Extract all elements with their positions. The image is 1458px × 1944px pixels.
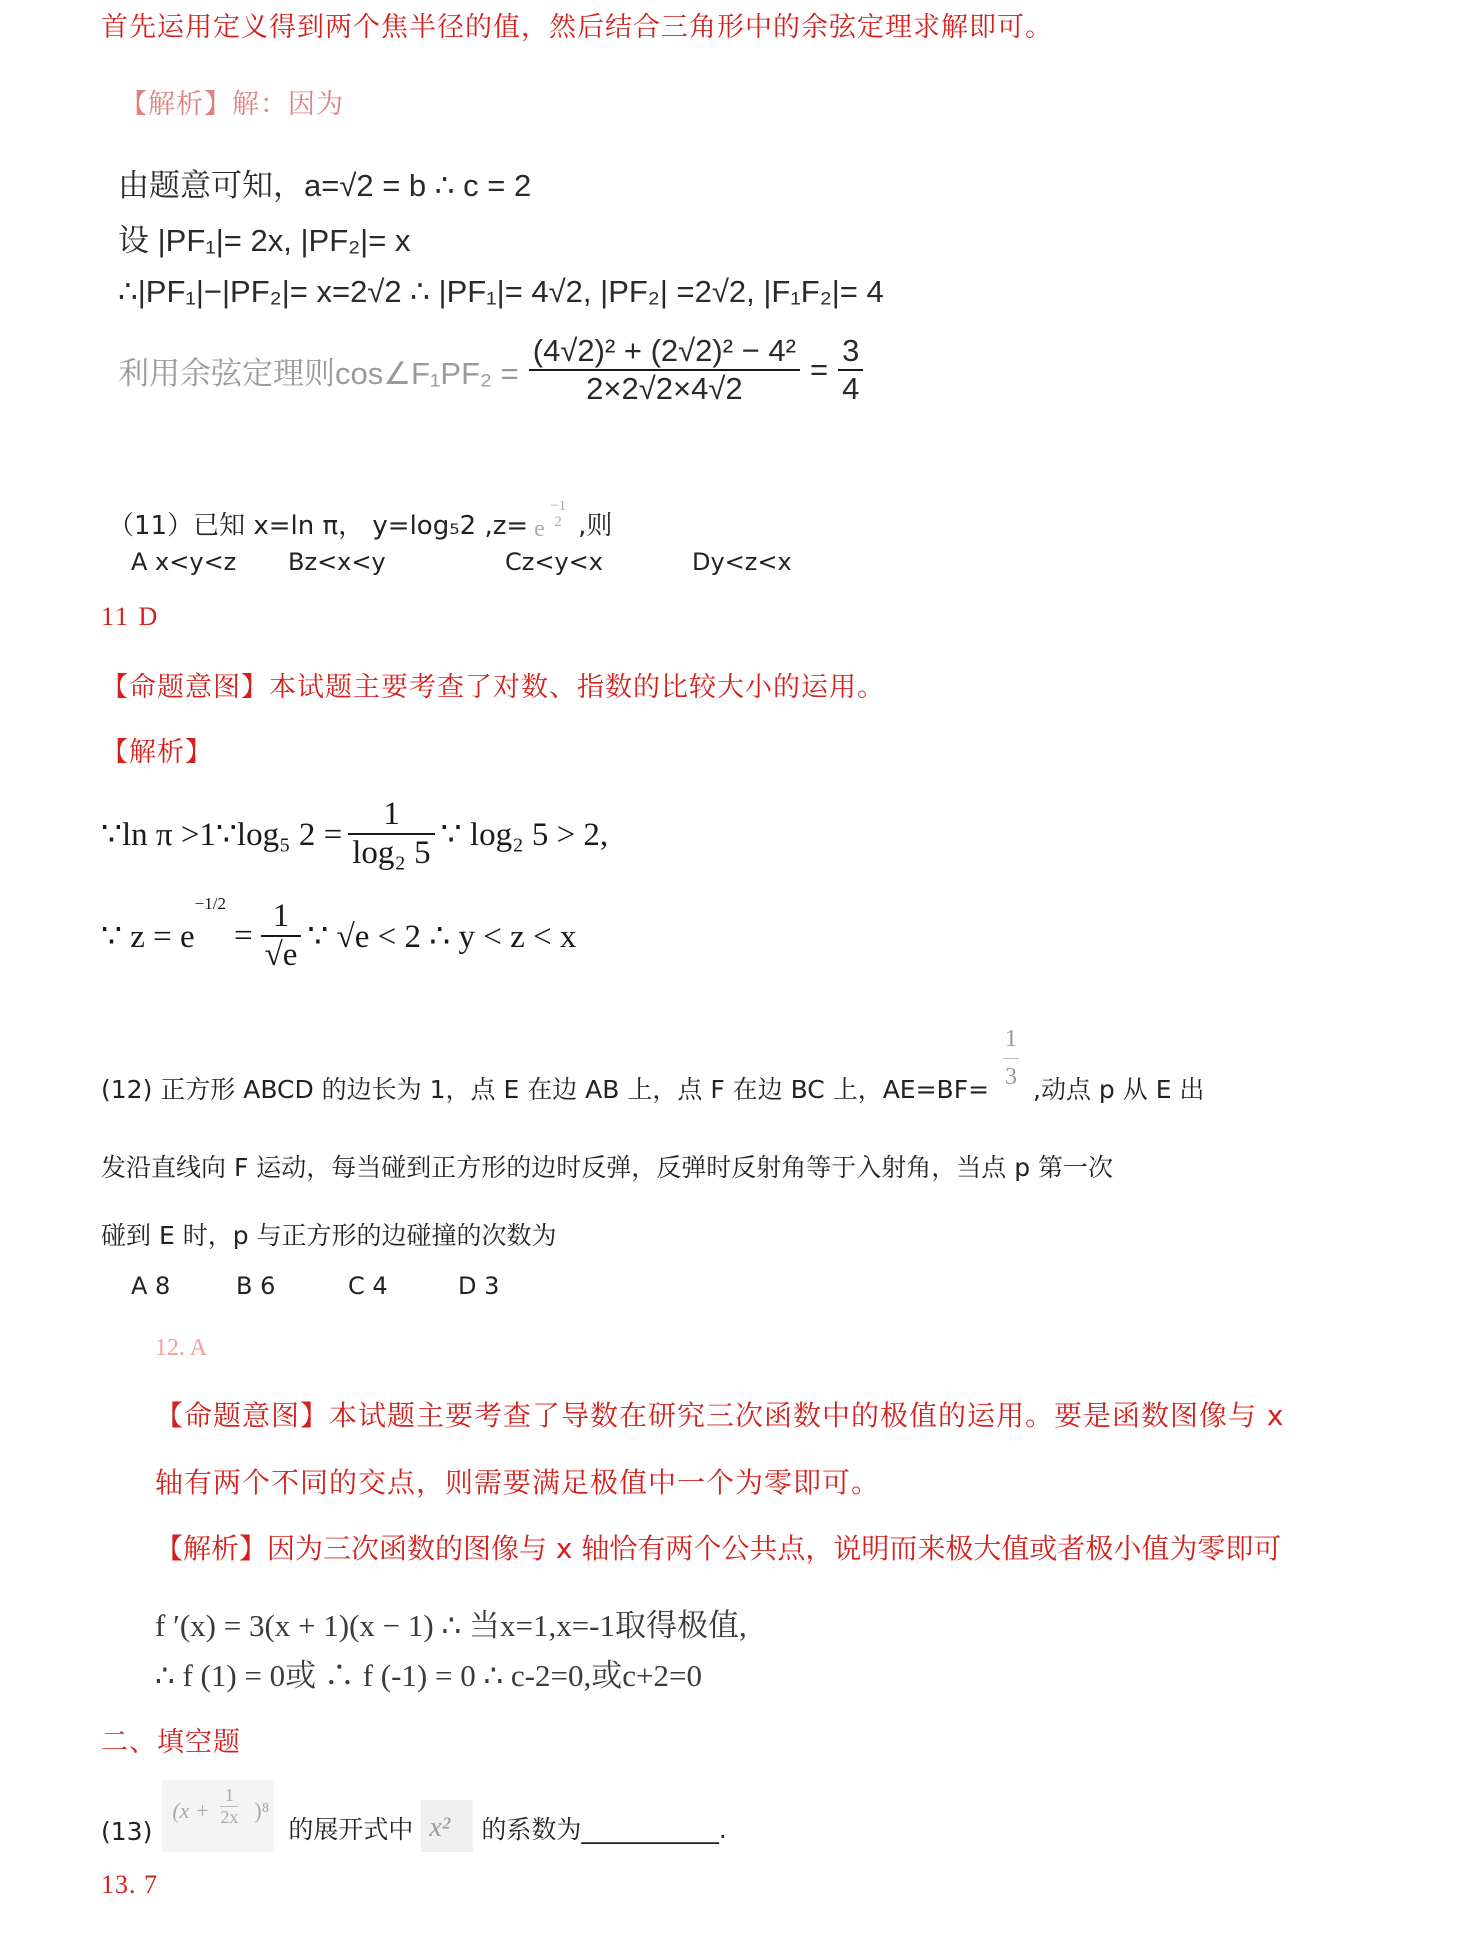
- q10-line-1: 由题意可知，a=√2 = b ∴ c = 2: [118, 168, 532, 203]
- q12-line-3: 碰到 E 时，p 与正方形的边碰撞的次数为: [101, 1221, 557, 1250]
- q12-option-c: C 4: [348, 1272, 388, 1300]
- q12-math-line-2: ∴ f (1) = 0或 ∴ f (-1) = 0 ∴ c-2=0,或c+2=0: [155, 1658, 702, 1693]
- q12-line1-before: (12) 正方形 ABCD 的边长为 1，点 E 在边 AB 上，点 F 在边 BC 上，AE=BF=: [101, 1075, 990, 1104]
- q10-analysis-header: [120, 82, 344, 121]
- q11-option-d: Dy<z<x: [692, 548, 792, 576]
- q12-intent-line-1: 【命题意图】本试题主要考查了导数在研究三次函数中的极值的运用。要是函数图像与 x: [155, 1399, 1285, 1432]
- q10-cosine-denominator: 2×2√2×4√2: [529, 369, 800, 407]
- q13-label: (13): [101, 1817, 153, 1846]
- q11-math2-denominator: √e: [261, 935, 302, 974]
- q11-math2-left: ∵ z = e: [101, 919, 195, 955]
- q11-math1-numerator: 1: [383, 796, 400, 832]
- q13-after: 的系数为___________.: [481, 1815, 727, 1844]
- q11-math-line-1: [101, 796, 608, 872]
- q12-analysis: 【解析】因为三次函数的图像与 x 轴恰有两个公共点，说明而来极大值或者极小值为零即可: [155, 1532, 1282, 1565]
- q10-line-3: ∴|PF₁|−|PF₂|= x=2√2 ∴ |PF₁|= 4√2, |PF₂| =2√2, |F₁F₂|= 4: [118, 274, 884, 309]
- q11-stem: [108, 498, 612, 548]
- q11-math2-exponent: −1/2: [194, 894, 226, 913]
- q11-stem-image: e −1 2: [534, 498, 567, 542]
- q11-math2-fraction: [261, 898, 302, 974]
- q12-intent-line-2: 轴有两个不同的交点，则需要满足极值中一个为零即可。: [155, 1466, 881, 1499]
- q10-analysis-header-text: 【解析】解：因为: [120, 89, 344, 120]
- q12-option-d: D 3: [458, 1272, 500, 1300]
- q11-math2-numerator: 1: [272, 898, 290, 934]
- q10-cosine-fraction: [529, 333, 800, 407]
- q12-frac-den: 3: [1005, 1064, 1018, 1090]
- q11-math1-right: ∵ log₂ 5 > 2,: [440, 817, 609, 853]
- q11-option-a: A x<y<z: [131, 548, 237, 576]
- q12-fraction-image: [991, 1026, 1031, 1106]
- q10-cosine-result: [838, 333, 863, 407]
- q12-line-2: 发沿直线向 F 运动，每当碰到正方形的边时反弹，反弹时反射角等于入射角，当点 p 第一次: [101, 1153, 1114, 1182]
- section-fill-in-title: 二、填空题: [101, 1727, 241, 1758]
- q13-expression-image: (x + 1 2x )⁸: [162, 1780, 274, 1852]
- q11-math1-fraction: [348, 796, 434, 872]
- intro-line: 首先运用定义得到两个焦半径的值，然后结合三角形中的余弦定理求解即可。: [101, 12, 1053, 43]
- q11-math1-left: ∵ln π >1∵log₅ 2 =: [101, 817, 343, 853]
- q13-middle: 的展开式中: [288, 1815, 414, 1844]
- q10-cosine-prefix: 利用余弦定理则cos∠F₁PF₂ =: [118, 355, 519, 391]
- q11-option-c: Cz<y<x: [505, 548, 603, 576]
- q12-math-line-1: f ′(x) = 3(x + 1)(x − 1) ∴ 当x=1,x=-1取得极值,: [155, 1608, 747, 1643]
- q11-math2-equals: =: [233, 917, 253, 954]
- q12-option-b: B 6: [236, 1272, 276, 1300]
- q10-cosine-formula: [118, 333, 863, 407]
- q12-line-1: [101, 1026, 1204, 1106]
- q10-line-2: 设 |PF₁|= 2x, |PF₂|= x: [118, 223, 411, 258]
- q10-result-denominator: 4: [838, 369, 863, 407]
- q10-cosine-numerator: (4√2)² + (2√2)² − 4²: [532, 333, 796, 368]
- q11-stem-before: （11）已知 x=ln π， y=log₅2 ,z=: [108, 510, 529, 541]
- q11-math2-right: ∵ √e < 2 ∴ y < z < x: [307, 919, 577, 955]
- q11-math1-denominator: log₂ 5: [348, 833, 434, 872]
- q12-line1-after: ,动点 p 从 E 出: [1033, 1075, 1205, 1104]
- q10-cosine-equals: =: [809, 352, 829, 387]
- q11-intent: 【命题意图】本试题主要考查了对数、指数的比较大小的运用。: [101, 672, 885, 703]
- q13-stem: [101, 1772, 727, 1852]
- q13-answer: 13. 7: [101, 1870, 158, 1899]
- q12-frac-num: 1: [1005, 1026, 1018, 1052]
- q12-option-a: A 8: [131, 1272, 171, 1300]
- q11-option-b: Bz<x<y: [288, 548, 386, 576]
- q11-analysis-header: 【解析】: [101, 737, 213, 768]
- q11-stem-after: ,则: [578, 510, 613, 541]
- q10-result-numerator: 3: [842, 333, 860, 368]
- q13-term-image: x²: [421, 1800, 473, 1852]
- q12-answer: 12. A: [155, 1335, 208, 1361]
- q11-math-line-2: [101, 894, 577, 974]
- q11-answer: 11 D: [101, 602, 160, 631]
